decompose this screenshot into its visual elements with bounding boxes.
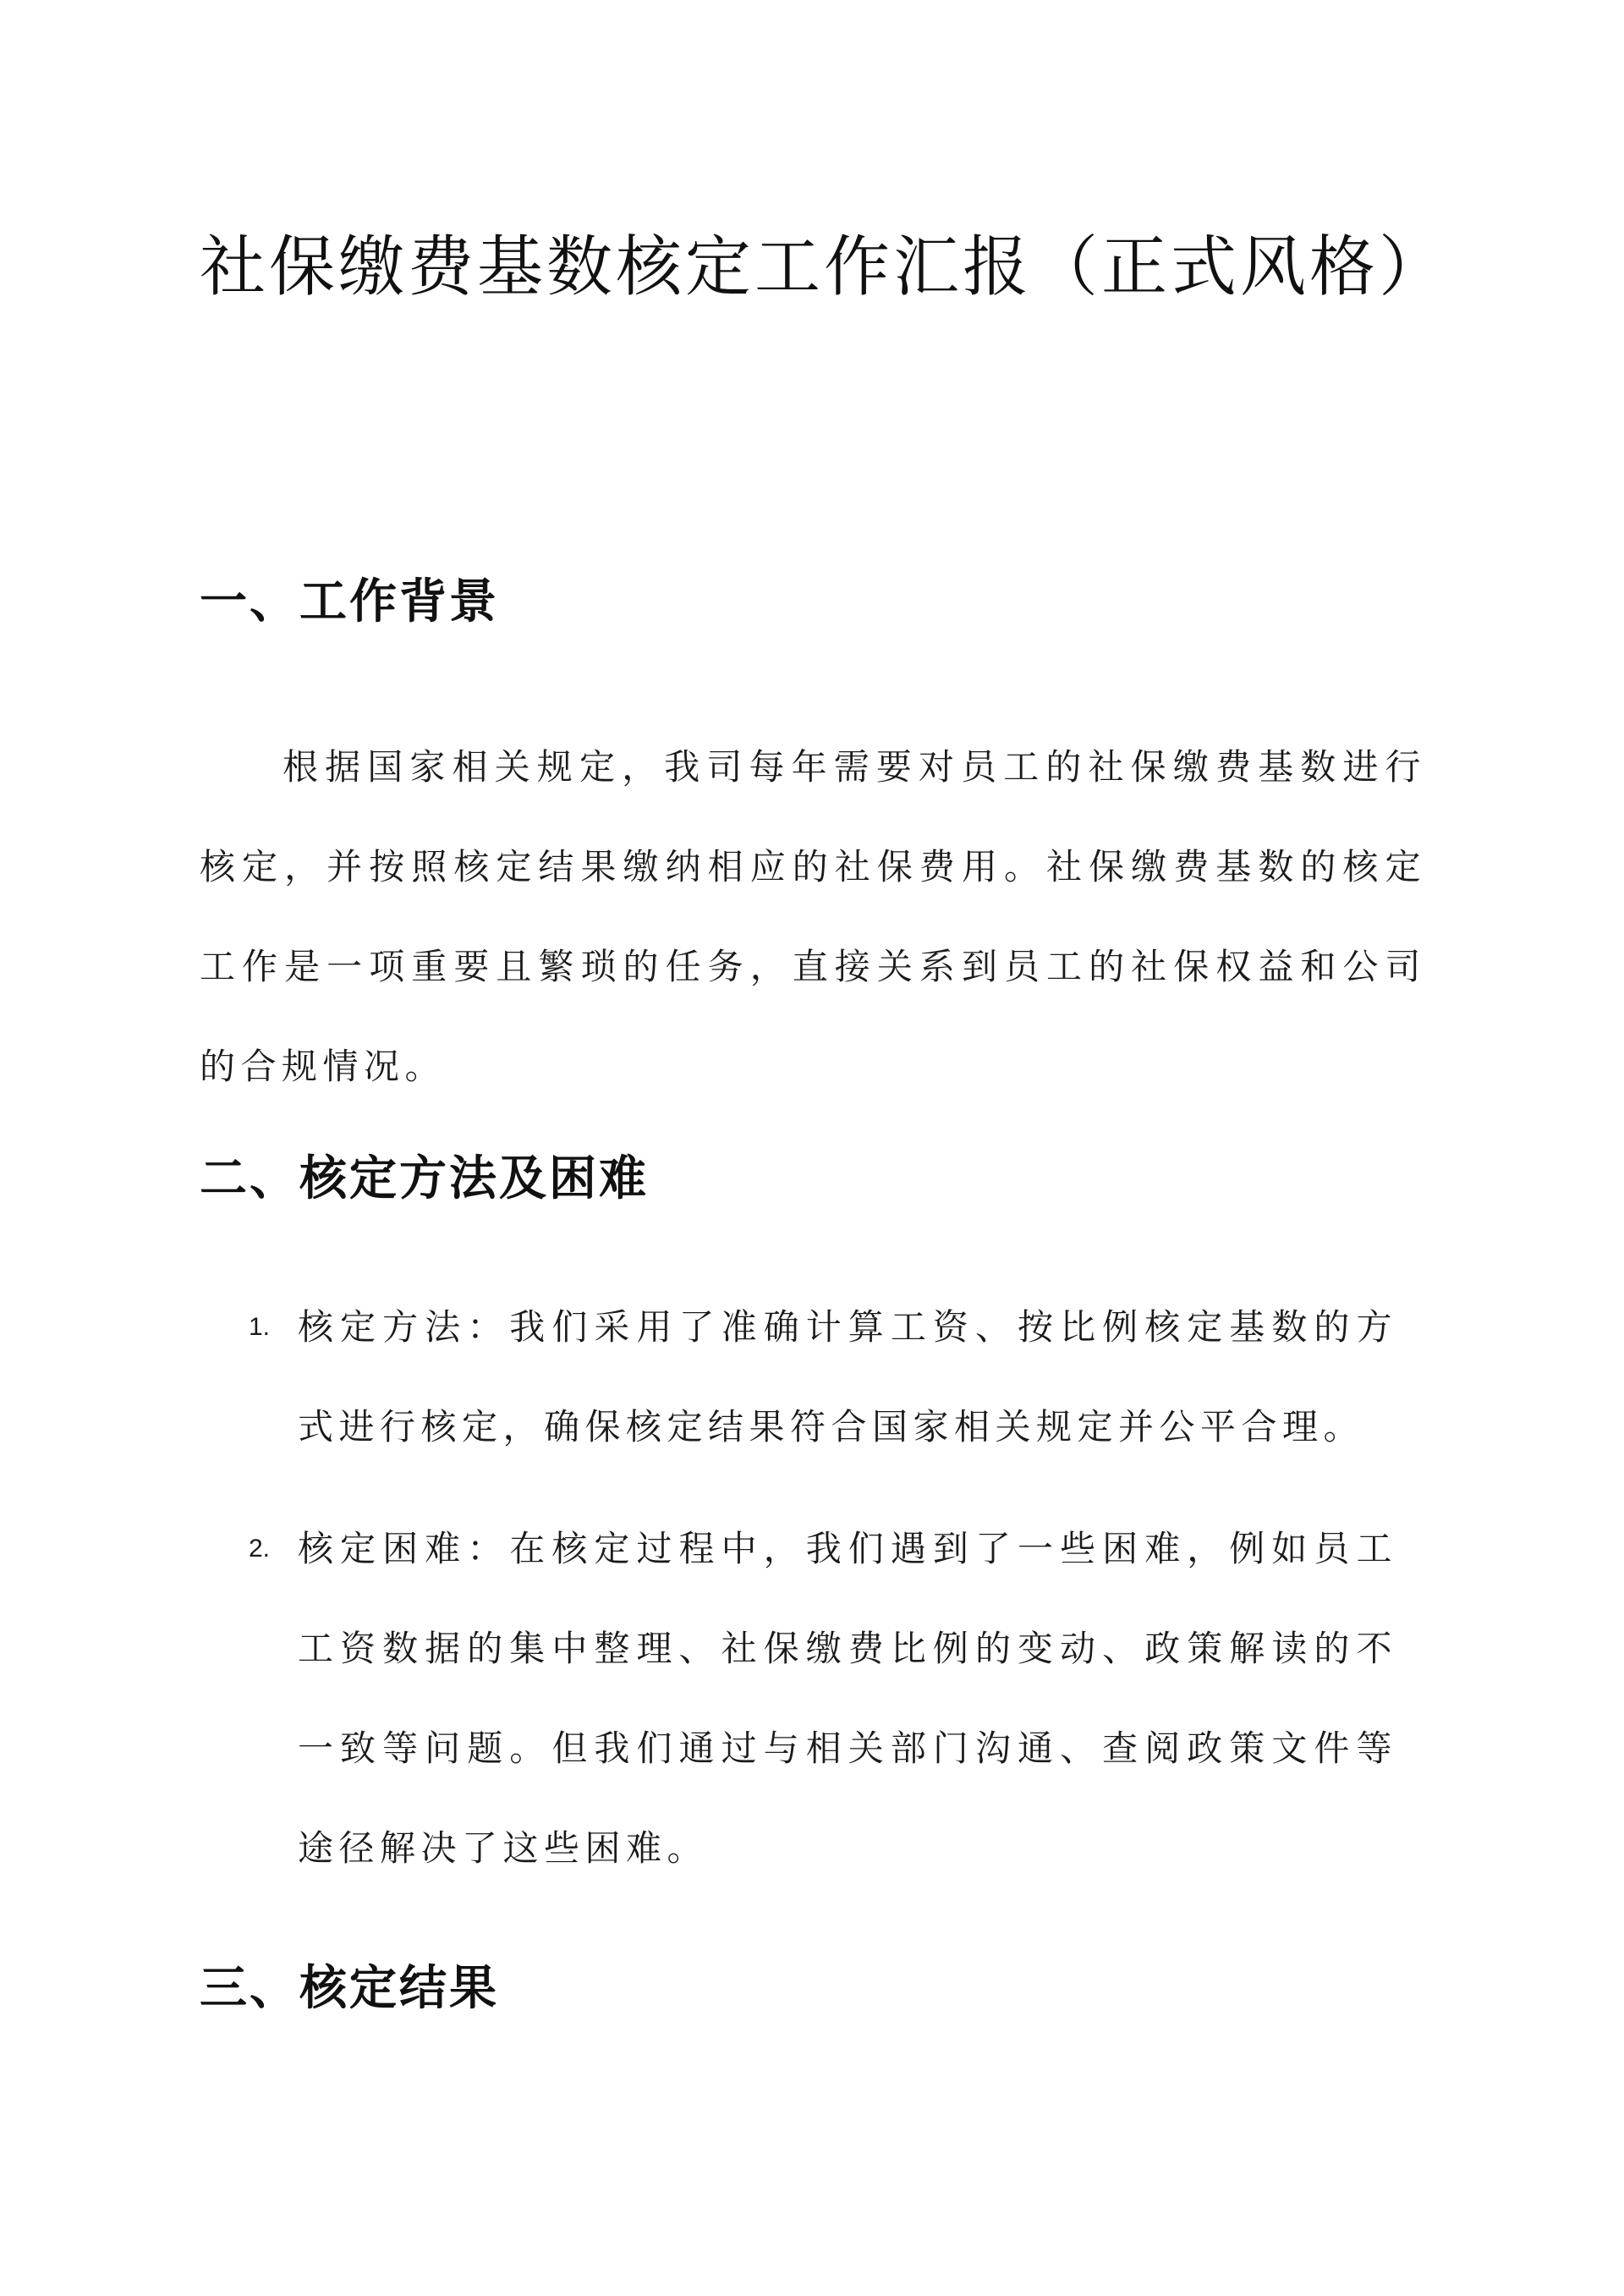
section-heading-method: 二、核定方法及困难 (200, 1151, 649, 1206)
list-item-text: 核定方法：我们采用了准确计算工资、按比例核定基数的方式进行核定，确保核定结果符合国家相关规定并公平合理。 (298, 1306, 1397, 1447)
list-item-number: 1. (249, 1313, 271, 1341)
list-item-text: 核定困难：在核定过程中，我们遇到了一些困难，例如员工工资数据的集中整理、社保缴费比例的变动、政策解读的不一致等问题。但我们通过与相关部门沟通、查阅政策文件等途径解决了这些困难。 (298, 1528, 1397, 1869)
section-heading-result: 三、核定结果 (200, 1960, 499, 2016)
section-heading-background: 一、工作背景 (200, 574, 499, 629)
document-title: 社保缴费基数核定工作汇报（正式风格） (200, 229, 1449, 305)
background-paragraph: 根据国家相关规定，我司每年需要对员工的社保缴费基数进行核定，并按照核定结果缴纳相应的社保费用。社保缴费基数的核定工作是一项重要且繁琐的任务，直接关系到员工的社保权益和公司的合规情况。 (200, 746, 1426, 1087)
list-item-number: 2. (249, 1535, 271, 1563)
